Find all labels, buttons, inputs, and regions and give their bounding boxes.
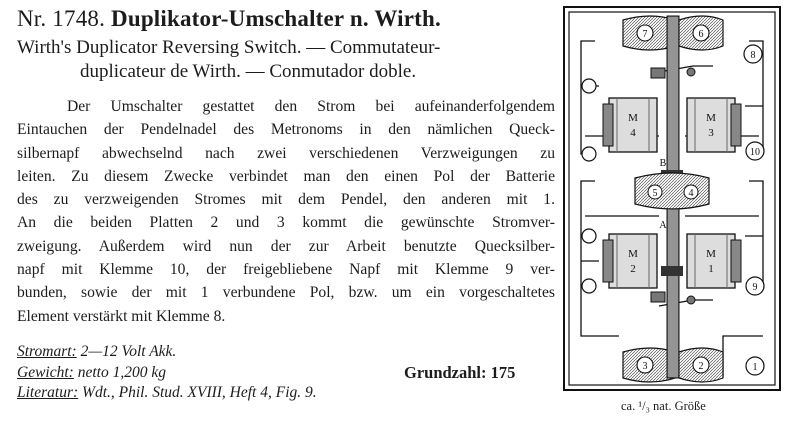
subtitle-translations-2: duplicateur de Wirth. — Conmutador doble. [80, 61, 417, 82]
diagram-letter: A [659, 220, 667, 231]
magnet-letter: M [706, 112, 716, 124]
terminal-label: 5 [652, 188, 658, 199]
spec-weight [17, 363, 317, 384]
contact-screw [687, 296, 695, 304]
base-number: Grundzahl: 175 [404, 363, 516, 382]
figure-caption: ca. ¹/₃ nat. Größe [621, 399, 706, 413]
terminal-post [582, 147, 596, 161]
description-line: napf mit Klemme 10, der freigebliebene Napf mit Klemme 9 ver- [17, 261, 555, 279]
magnet-number: 2 [630, 263, 636, 275]
spec-value: 2—12 Volt Akk. [80, 343, 177, 360]
subtitle-translations-1: Wirth's Duplicator Reversing Switch. — Commutateur- [17, 37, 441, 58]
magnet-coil [603, 234, 657, 288]
magnet-letter: M [628, 112, 638, 124]
middle-contact-plate [635, 173, 709, 209]
contact-screw [687, 68, 695, 76]
magnet-coil [687, 98, 741, 152]
terminal-label: 4 [688, 188, 694, 199]
terminal-label: 6 [698, 29, 704, 40]
terminal-post [582, 229, 596, 243]
magnet-coil [603, 98, 657, 152]
terminal-label: 7 [642, 29, 648, 40]
diagram-letter: B [659, 158, 667, 169]
magnet-letter: M [706, 248, 716, 260]
terminal-label: 8 [750, 50, 756, 61]
terminal-label: 10 [750, 147, 760, 158]
description-paragraph [17, 95, 555, 328]
description-line: Eintauchen der Pendelnadel des Metronoms in den nämlichen Queck- [17, 121, 555, 139]
description-line: silbernapf abwechselnd nach zwei verschiedenen Verzweigungen zu [17, 144, 555, 162]
specifications [17, 342, 317, 404]
spec-label: Stromart: [17, 343, 77, 360]
product-title: Duplikator-Umschalter n. Wirth. [111, 6, 441, 31]
description-line: Element verstärkt mit Klemme 8. [17, 307, 226, 325]
description-line: bunden, sowie der mit 1 verbundene Pol, bzw. um ein vorgeschaltetes [17, 284, 555, 302]
terminal-label: 2 [698, 361, 704, 372]
description-line: leiten. Zu diesem Zwecke verbindet man den einen Pol der Batterie [17, 167, 555, 185]
product-number: Nr. 1748. [17, 6, 106, 31]
magnet-letter: M [628, 248, 638, 260]
terminal-label: 3 [642, 361, 648, 372]
terminal-post [582, 79, 596, 93]
spec-value: netto 1,200 kg [77, 363, 166, 381]
terminal-label: 1 [752, 362, 758, 373]
spec-label: Gewicht: [17, 363, 74, 381]
terminal-label: 9 [752, 282, 758, 293]
magnet-number: 4 [630, 127, 636, 139]
description-line: Der Umschalter gestattet den Strom bei aufeinanderfolgendem [67, 98, 555, 115]
switch-diagram [563, 6, 781, 391]
terminal-post [582, 279, 596, 293]
mercury-cup [651, 292, 665, 302]
spec-value: Wdt., Phil. Stud. XVIII, Heft 4, Fig. 9. [82, 384, 317, 401]
description-line: An die beiden Platten 2 und 3 kommt die gewünschte Stromver- [17, 214, 555, 232]
product-heading [17, 6, 441, 32]
description-line: zweigung. Außerdem wird nun der zur Arbeit benutzte Quecksilber- [17, 237, 555, 255]
magnet-number: 1 [708, 263, 714, 275]
spec-literature [17, 383, 317, 404]
spec-current-type [17, 342, 317, 363]
magnet-coil [687, 234, 741, 288]
description-line: des zu verzweigenden Stromes mit dem Pendel, den anderen mit 1. [17, 191, 555, 209]
mercury-cup [651, 68, 665, 78]
magnet-number: 3 [708, 127, 714, 139]
spec-label: Literatur: [17, 384, 79, 401]
